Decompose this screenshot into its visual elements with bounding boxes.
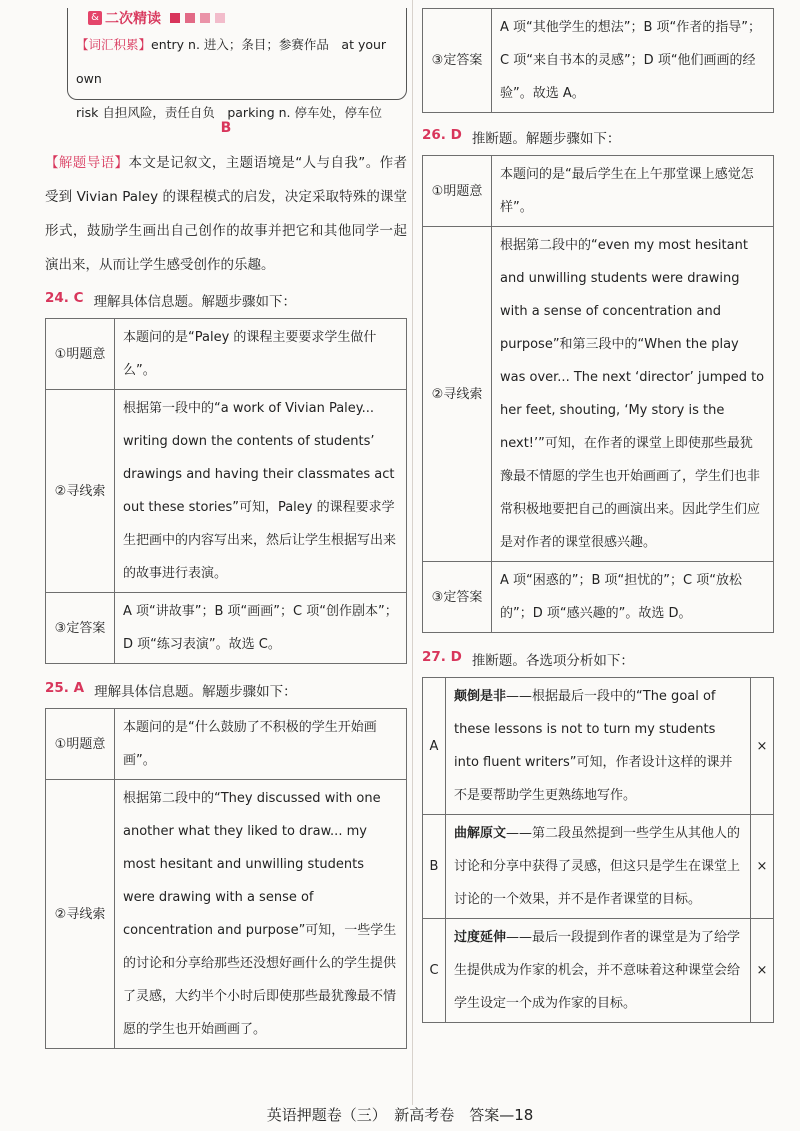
option-analysis [446,815,751,919]
option-keyword: 颠倒是非 [454,689,507,704]
column-divider [412,0,413,1105]
table-row [46,319,407,390]
deco-square [200,13,210,23]
table-row [423,815,774,919]
table-row [423,919,774,1023]
q24-table [45,318,407,664]
table-row [423,9,774,113]
table-row [46,780,407,1049]
row-label: ①明题意 [423,156,492,227]
row-text: 根据第二段中的“They discussed with one another what they liked to draw... my most hesitant and unwilling students were drawing with a sense of concentration and purpose”可知，一些学生的讨论和分享给那些还没想好画什么的学生提供了灵感，大约半个小时后即使那些最犹豫最不情愿的学生也开始画画了。 [115,780,407,1049]
row-text: 根据第一段中的“a work of Vivian Paley... writing down the contents of students’ drawings and having their classmates act out these stories”可知，Paley 的课程要求学生把画中的内容写出来，然后让学生根据写出来的故事进行表演。 [115,390,407,593]
q27-heading [422,649,774,669]
q26-head-text: 推断题。解题步骤如下： [471,131,621,147]
q24-heading [45,290,407,310]
section-letter: B [220,120,232,136]
guide-tag: 【解题导语】 [45,155,129,171]
row-text: A 项“困惑的”；B 项“担忧的”；C 项“放松的”；D 项“感兴趣的”。故选 D。 [492,562,774,633]
table-row [423,227,774,562]
option-text: ——最后一段提到作者的课堂是为了给学生提供成为作家的机会，并不意味着这种课堂会给学生设定一个成为作家的目标。 [454,930,741,1011]
row-text: 本题问的是“什么鼓励了不积极的学生开始画画”。 [115,709,407,780]
vocab-line-2: risk 自担风险，责任自负 parking n. 停车处，停车位 [76,105,382,120]
row-label: ①明题意 [46,319,115,390]
guide-text: 本文是记叙文，主题语境是“人与自我”。作者受到 Vivian Paley 的课程模式的启发，决定采取特殊的课堂形式，鼓励学生画出自己创作的故事并把它和其他同学一起演出来，从而让学生感受创作的乐趣。 [45,155,408,273]
q25-table [45,708,407,1049]
table-row [46,390,407,593]
row-label: ③定答案 [423,9,492,113]
option-keyword: 过度延伸 [454,930,507,945]
vocab-text [76,28,398,130]
row-text: 本题问的是“最后学生在上午那堂课上感觉怎样”。 [492,156,774,227]
q27-number: 27. D [422,649,462,665]
q27-head-text: 推断题。各选项分析如下： [471,653,634,669]
table-row [46,709,407,780]
review-box [67,8,407,120]
option-analysis [446,919,751,1023]
wrong-mark: × [751,678,774,815]
wrong-mark: × [751,815,774,919]
q26-heading [422,127,774,147]
row-label: ③定答案 [46,593,115,664]
table-row [423,678,774,815]
q25-heading [45,680,407,700]
row-text: 根据第二段中的“even my most hesitant and unwilling students were drawing with a sense of concentration and purpose”和第三段中的“When the play was over... The next ‘director’ jumped to her feet, shouting, ‘My story is the next!’”可知，在作者的课堂上即使那些最犹豫最不情愿的学生也开始画画了，学生们也非常积极地要把自己的画演出来。因此学生们应是对作者的课堂很感兴趣。 [492,227,774,562]
option-letter: C [423,919,446,1023]
row-text: A 项“讲故事”；B 项“画画”；C 项“创作剧本”；D 项“练习表演”。故选 C。 [115,593,407,664]
deco-square [185,13,195,23]
review-icon: & [88,11,102,25]
row-label: ②寻线索 [46,390,115,593]
q25-head-text: 理解具体信息题。解题步骤如下： [94,684,297,700]
q25-table-continued [422,8,774,113]
guide-paragraph [45,146,407,282]
table-row [46,593,407,664]
q24-head-text: 理解具体信息题。解题步骤如下： [93,294,297,310]
q27-table [422,677,774,1023]
q26-number: 26. D [422,127,462,143]
row-text: 本题问的是“Paley 的课程主要要求学生做什么”。 [115,319,407,390]
option-letter: A [423,678,446,815]
table-row [423,562,774,633]
deco-square [215,13,225,23]
wrong-mark: × [751,919,774,1023]
row-text: A 项“其他学生的想法”；B 项“作者的指导”；C 项“来自书本的灵感”；D 项“他们画画的经验”。故选 A。 [492,9,774,113]
q26-table [422,155,774,633]
option-keyword: 曲解原文 [454,826,507,841]
review-tab [88,8,225,28]
vocab-line-1: entry n. 进入；条目；参赛作品 at your own [76,37,387,86]
deco-square [170,13,180,23]
vocab-tag: 【词汇积累】 [76,37,152,52]
row-label: ③定答案 [423,562,492,633]
right-column [422,8,774,1023]
table-row [423,156,774,227]
option-text: ——第二段虽然提到一些学生从其他人的讨论和分享中获得了灵感，但这只是学生在课堂上讨论的一个效果，并不是作者课堂的目标。 [454,826,741,907]
q25-number: 25. A [45,680,85,696]
left-column [45,8,407,1049]
option-letter: B [423,815,446,919]
row-label: ②寻线索 [46,780,115,1049]
review-title: 二次精读 [105,11,161,27]
page-footer: 英语押题卷（三） 新高考卷 答案—18 [266,1106,534,1124]
option-analysis [446,678,751,815]
option-text: ——根据最后一段中的“The goal of these lessons is not to turn my students into fluent writers”可知，作者设计这样的课并不是要帮助学生更熟练地写作。 [454,689,733,803]
row-label: ①明题意 [46,709,115,780]
row-label: ②寻线索 [423,227,492,562]
q24-number: 24. C [45,290,84,306]
